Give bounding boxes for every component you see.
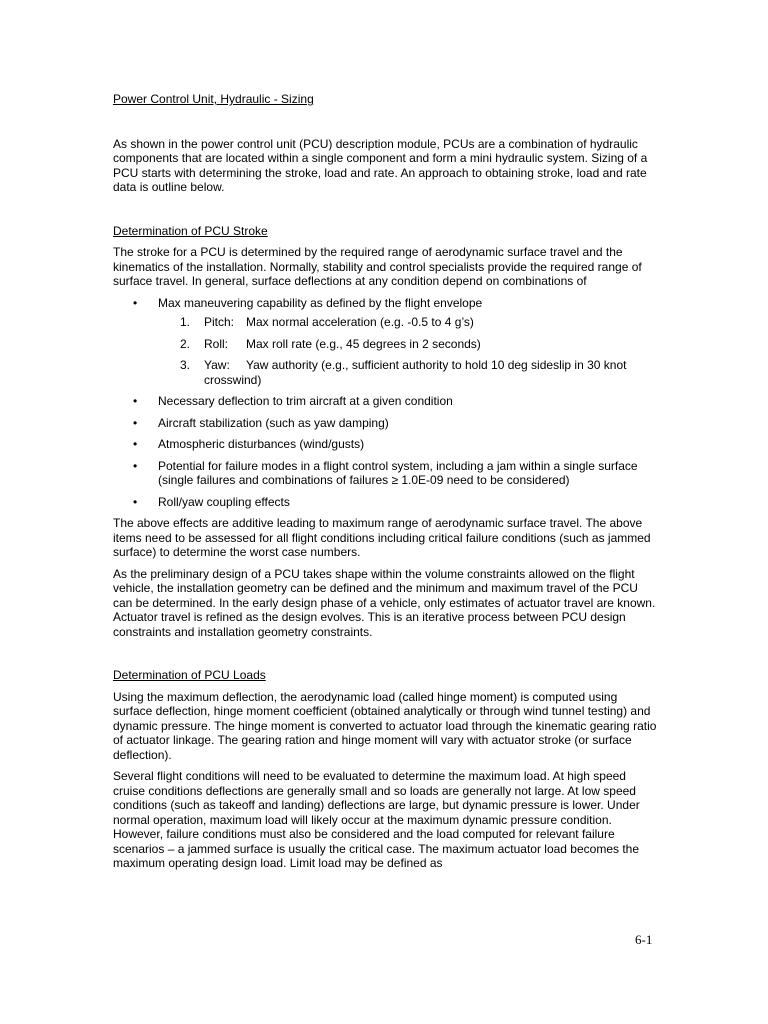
sub-number: 2. <box>180 336 191 351</box>
stroke-paragraph-2: The above effects are additive leading to maximum range of aerodynamic surface travel. The above items need to be assessed for all flight conditions including critical failure conditions (such as jammed surface) to determine the worst case numbers. <box>113 516 651 559</box>
document-page <box>113 92 658 878</box>
bullet-item <box>113 296 658 388</box>
stroke-heading: Determination of PCU Stroke <box>113 223 268 238</box>
sub-item <box>158 337 658 352</box>
sub-label: Pitch: <box>204 315 235 329</box>
stroke-paragraph-1: The stroke for a PCU is determined by the required range of aerodynamic surface travel and the kinematics of the installation. Normally, stability and control specialists provide the required range of surface travel. In general, surface deflections at any condition depend on combinations of <box>113 245 642 288</box>
bullet-item: • Aircraft stabilization (such as yaw damping) <box>113 416 658 431</box>
stroke-paragraph-3: As the preliminary design of a PCU takes shape within the volume constraints allowed on the flight vehicle, the installation geometry can be defined and the minimum and maximum travel of the PCU can be determined. In the early design phase of a vehicle, only estimates of actuator travel are known. Actuator travel is refined as the design evolves. This is an iterative process between PCU design constraints and installation geometry constraints. <box>113 566 656 639</box>
sub-label: Roll: <box>204 336 229 351</box>
loads-paragraph-1: Using the maximum deflection, the aerodynamic load (called hinge moment) is computed using surface deflection, hinge moment coefficient (obtained analytically or through wind tunnel testing) and dynamic pressure. The hinge moment is converted to actuator load through the kinematic gearing ratio of actuator linkage. The gearing ration and hinge moment will vary with actuator stroke (or surface deflection). <box>113 689 657 762</box>
bullet-item: • Potential for failure modes in a flight control system, including a jam within a single surface (single failures and combinations of failures ≥ 1.0E-09 need to be considered) <box>113 459 658 488</box>
page-number: 6-1 <box>635 932 653 947</box>
intro-paragraph: As shown in the power control unit (PCU) description module, PCUs are a combination of hydraulic components that are located within a single component and form a mini hydraulic system. Sizing of a PCU starts with determining the stroke, load and rate. An approach to obtaining stroke, load and rate data is outline below. <box>113 136 648 194</box>
loads-heading: Determination of PCU Loads <box>113 668 266 682</box>
bullet-item: • Necessary deflection to trim aircraft at a given condition <box>113 394 658 409</box>
sub-list <box>158 315 658 387</box>
sub-text: Max roll rate (e.g., 45 degrees in 2 seconds) <box>246 336 481 351</box>
sub-item <box>158 315 658 330</box>
sub-item <box>158 358 658 387</box>
sub-label: Yaw: <box>204 358 230 372</box>
loads-paragraph-2: Several flight conditions will need to be evaluated to determine the maximum load. At high speed cruise conditions deflections are generally small and so loads are generally not large. At low speed conditions (such as takeoff and landing) deflections are large, but dynamic pressure is lower. Under normal operation, maximum load will likely occur at the maximum dynamic pressure condition. However, failure conditions must also be considered and the load computed for relevant failure scenarios – a jammed surface is usually the critical case. The maximum actuator load becomes the maximum operating design load. Limit load may be defined as <box>113 769 640 870</box>
bullet-text: Max maneuvering capability as defined by the flight envelope <box>158 295 483 310</box>
sub-number: 3. <box>180 358 191 372</box>
sub-number: 1. <box>180 315 191 329</box>
stroke-bullet-list <box>113 296 658 510</box>
bullet-item: • Atmospheric disturbances (wind/gusts) <box>113 437 658 452</box>
sub-text: Yaw authority (e.g., sufficient authority to hold 10 deg sideslip in 30 knot crosswind) <box>204 358 627 387</box>
bullet-item: • Roll/yaw coupling effects <box>113 495 658 510</box>
sub-text: Max normal acceleration (e.g. -0.5 to 4 g’s) <box>246 315 474 329</box>
document-title: Power Control Unit, Hydraulic - Sizing <box>113 92 314 106</box>
